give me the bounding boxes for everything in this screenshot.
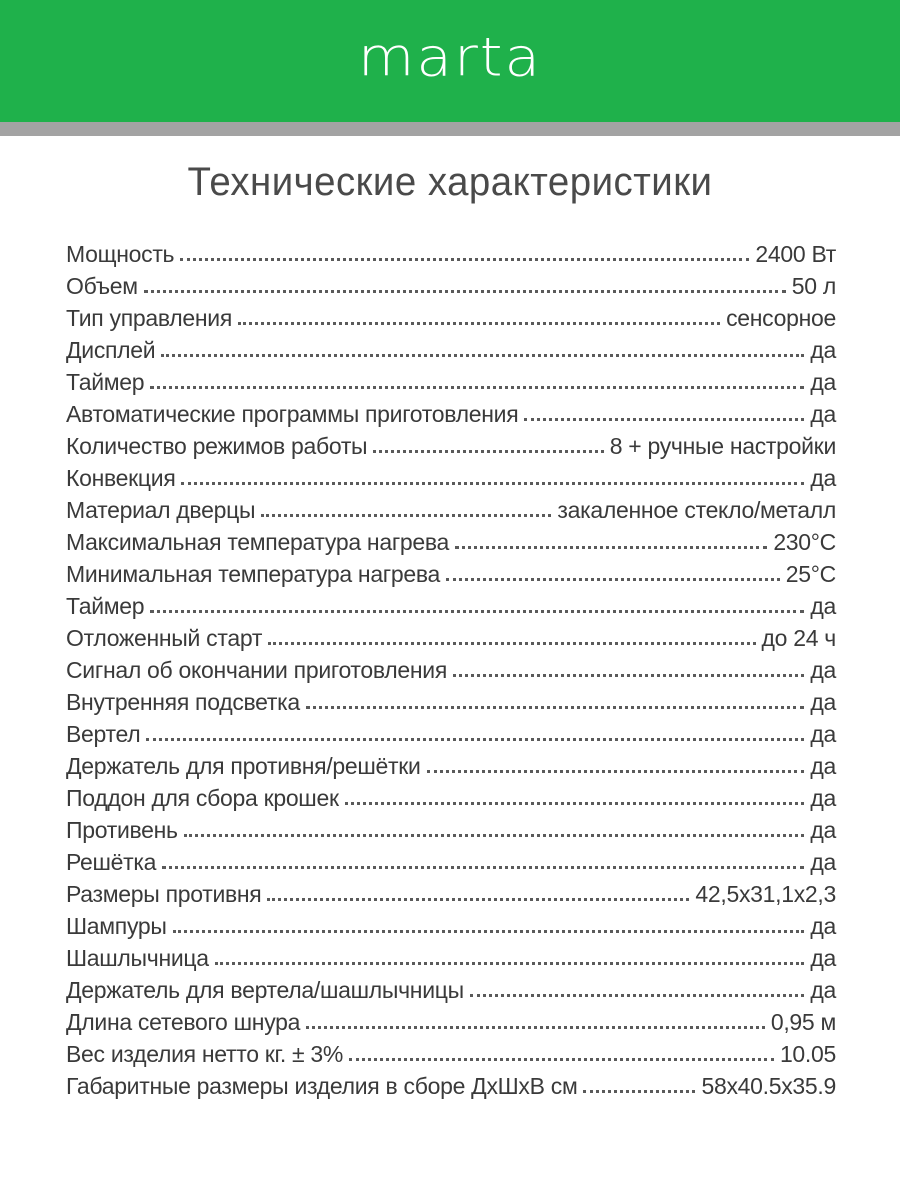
spec-value: 10.05	[779, 1041, 836, 1067]
spec-value: 58х40.5х35.9	[701, 1073, 836, 1099]
spec-value: закаленное стекло/металл	[557, 497, 836, 523]
spec-label: Вертел	[66, 721, 141, 747]
spec-row	[66, 718, 836, 750]
header-banner	[0, 0, 900, 122]
spec-label: Материал дверцы	[66, 497, 256, 523]
spec-value: да	[810, 913, 836, 939]
spec-value: да	[810, 945, 836, 971]
spec-label: Держатель для противня/решётки	[66, 753, 421, 779]
spec-value: сенсорное	[726, 305, 836, 331]
dot-leader	[215, 962, 805, 965]
spec-value: да	[810, 689, 836, 715]
dot-leader	[161, 354, 804, 357]
spec-value: да	[810, 593, 836, 619]
spec-label: Поддон для сбора крошек	[66, 785, 339, 811]
spec-row	[66, 430, 836, 462]
spec-row	[66, 590, 836, 622]
spec-value: 25°С	[785, 561, 836, 587]
spec-value: 8 + ручные настройки	[609, 433, 836, 459]
spec-row	[66, 654, 836, 686]
spec-row	[66, 750, 836, 782]
dot-leader	[173, 930, 805, 933]
spec-row	[66, 974, 836, 1006]
dot-leader	[268, 642, 755, 645]
spec-label: Габаритные размеры изделия в сборе ДхШхВ см	[66, 1073, 578, 1099]
spec-label: Вес изделия нетто кг. ± 3%	[66, 1041, 344, 1067]
spec-value: до 24 ч	[761, 625, 836, 651]
spec-list	[66, 238, 836, 1102]
spec-label: Отложенный старт	[66, 625, 263, 651]
spec-row	[66, 238, 836, 270]
spec-row	[66, 910, 836, 942]
dot-leader	[453, 674, 804, 677]
spec-row	[66, 878, 836, 910]
dot-leader	[150, 610, 804, 613]
dot-leader	[146, 738, 804, 741]
spec-row	[66, 462, 836, 494]
spec-label: Держатель для вертела/шашлычницы	[66, 977, 464, 1003]
spec-value: да	[810, 753, 836, 779]
spec-label: Конвекция	[66, 465, 176, 491]
dot-leader	[373, 450, 603, 453]
spec-row	[66, 622, 836, 654]
spec-row	[66, 814, 836, 846]
dot-leader	[150, 386, 804, 389]
dot-leader	[455, 546, 767, 549]
spec-row	[66, 526, 836, 558]
spec-row	[66, 558, 836, 590]
dot-leader	[261, 514, 551, 517]
spec-row	[66, 1038, 836, 1070]
spec-row	[66, 398, 836, 430]
spec-label: Минимальная температура нагрева	[66, 561, 441, 587]
spec-row	[66, 686, 836, 718]
spec-value: 50 л	[791, 273, 836, 299]
spec-value: да	[810, 817, 836, 843]
header-stripe	[0, 122, 900, 136]
spec-label: Таймер	[66, 593, 145, 619]
spec-label: Противень	[66, 817, 178, 843]
dot-leader	[180, 258, 749, 261]
spec-row	[66, 270, 836, 302]
spec-value: да	[810, 337, 836, 363]
dot-leader	[345, 802, 805, 805]
dot-leader	[238, 322, 720, 325]
dot-leader	[470, 994, 805, 997]
spec-label: Количество режимов работы	[66, 433, 368, 459]
spec-label: Автоматические программы приготовления	[66, 401, 519, 427]
page-title: Технические характеристики	[187, 160, 713, 204]
spec-value: 2400 Вт	[755, 241, 836, 267]
spec-row	[66, 494, 836, 526]
spec-row	[66, 302, 836, 334]
spec-value: 230°С	[773, 529, 836, 555]
spec-value: да	[810, 465, 836, 491]
spec-value: да	[810, 785, 836, 811]
dot-leader	[184, 834, 805, 837]
spec-value: 0,95 м	[770, 1009, 836, 1035]
spec-label: Размеры противня	[66, 881, 262, 907]
spec-label: Объем	[66, 273, 138, 299]
spec-label: Дисплей	[66, 337, 156, 363]
dot-leader	[427, 770, 805, 773]
dot-leader	[267, 898, 689, 901]
dot-leader	[524, 418, 804, 421]
spec-label: Таймер	[66, 369, 145, 395]
dot-leader	[583, 1090, 695, 1093]
dot-leader	[446, 578, 780, 581]
spec-label: Решётка	[66, 849, 157, 875]
dot-leader	[181, 482, 804, 485]
spec-value: да	[810, 657, 836, 683]
spec-row	[66, 846, 836, 878]
spec-row	[66, 334, 836, 366]
spec-row	[66, 366, 836, 398]
spec-value: да	[810, 721, 836, 747]
dot-leader	[306, 1026, 765, 1029]
spec-row	[66, 942, 836, 974]
brand-logo: marta	[357, 25, 543, 89]
spec-value: да	[810, 977, 836, 1003]
spec-label: Тип управления	[66, 305, 232, 331]
spec-value: да	[810, 849, 836, 875]
dot-leader	[162, 866, 804, 869]
spec-row	[66, 782, 836, 814]
spec-label: Шашлычница	[66, 945, 209, 971]
spec-label: Максимальная температура нагрева	[66, 529, 450, 555]
spec-label: Длина сетевого шнура	[66, 1009, 301, 1035]
spec-label: Мощность	[66, 241, 175, 267]
spec-value: да	[810, 369, 836, 395]
dot-leader	[306, 706, 804, 709]
spec-label: Внутренняя подсветка	[66, 689, 300, 715]
spec-row	[66, 1006, 836, 1038]
spec-label: Шампуры	[66, 913, 167, 939]
spec-value: да	[810, 401, 836, 427]
spec-label: Сигнал об окончании приготовления	[66, 657, 448, 683]
dot-leader	[349, 1058, 774, 1061]
spec-row	[66, 1070, 836, 1102]
dot-leader	[144, 290, 786, 293]
spec-value: 42,5х31,1х2,3	[695, 881, 836, 907]
